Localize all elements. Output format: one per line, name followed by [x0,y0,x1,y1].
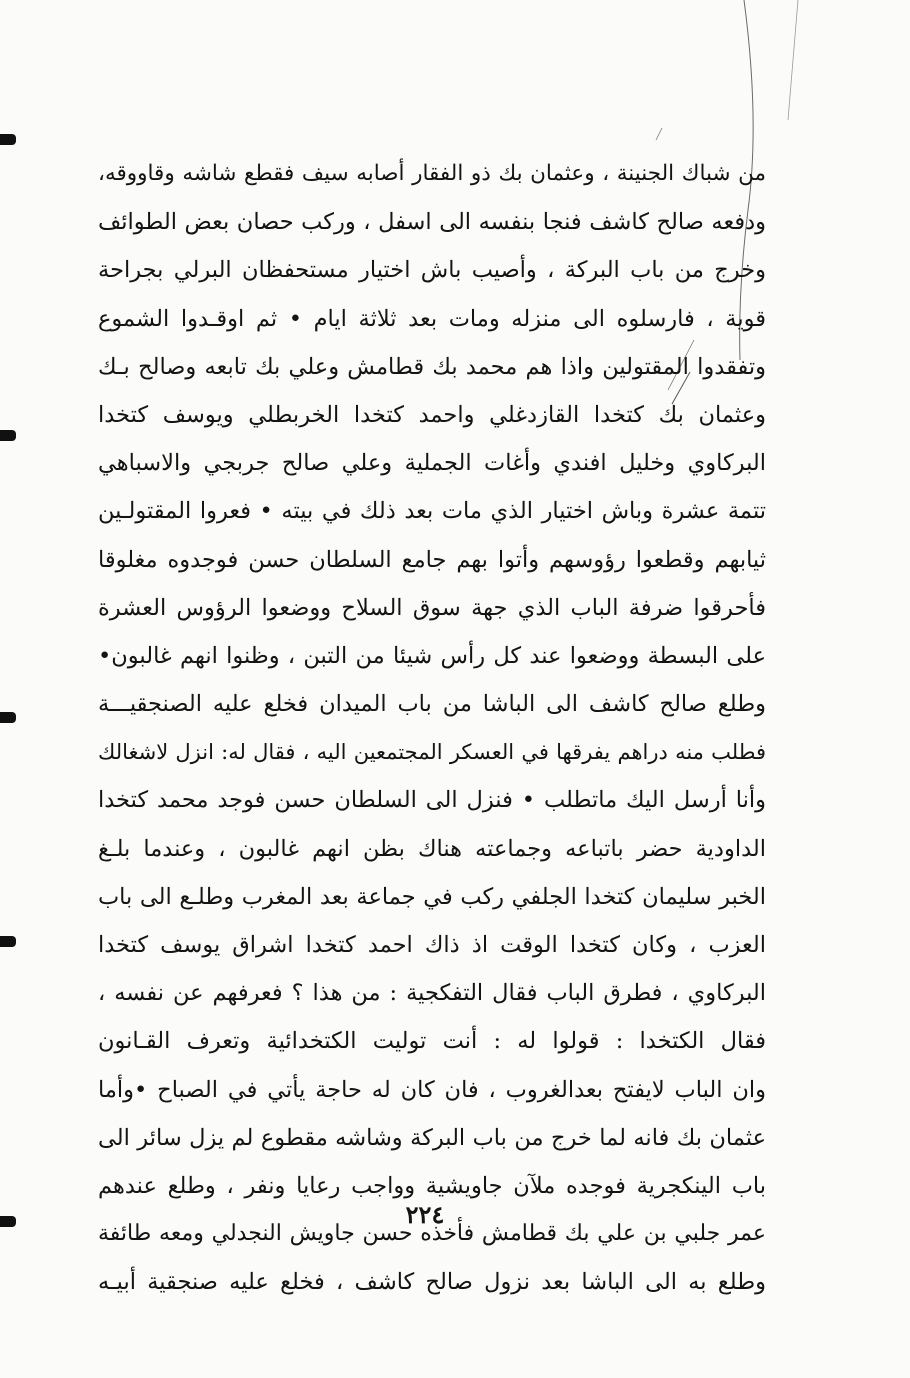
text-line: عمر جلبي بن علي بك قطامش فأخذه حسن جاويش النجدلي ومعه طائفة [98,1221,766,1247]
text-line: فأحرقوا ضرفة الباب الذي جهة سوق السلاح ووضعوا الرؤوس العشرة [98,594,766,621]
text-line: وعثمان بك كتخدا القازدغلي واحمد كتخدا الخربطلي ويوسف كتخدا [98,401,766,428]
text-line: فقال الكتخدا : قولوا له : أنت توليت الكتخدائية وتعرف القـانون [98,1028,766,1055]
text-line: باب الينكجرية فوجده ملآن جاويشية وواجب رعايا ونفر ، وطلع عندهم [98,1172,766,1199]
binding-hole-mark [0,134,16,145]
text-line: تتمة عشرة وباش اختيار الذي مات بعد ذلك في بيته • فعروا المقتولـين [98,498,766,525]
text-line: الخبر سليمان كتخدا الجلفي ركب في جماعة بعد المغرب وطلـع الى باب [98,883,766,910]
text-line: وان الباب لايفتح بعدالغروب ، فان كان له حاجة يأتي في الصباح •وأما [98,1076,766,1103]
binding-hole-mark [0,936,16,947]
text-line: وخرج من باب البركة ، وأصيب باش اختيار مستحفظان البرلي بجراحة [98,257,766,284]
text-line: فطلب منه دراهم يفرقها في العسكر المجتمعين اليه ، فقال له: انزل لاشغالك [98,740,766,765]
text-line: عثمان بك فانه لما خرج من باب البركة وشاشه مقطوع لم يزل سائر الى [98,1124,766,1151]
page-number: ٢٢٤ [405,1200,445,1229]
text-line: وطلع صالح كاشف الى الباشا من باب الميدان فخلع عليه الصنجقيـــة [98,691,766,718]
text-line: وطلع به الى الباشا بعد نزول صالح كاشف ، فخلع عليه صنجقية أبيـه [98,1269,766,1296]
text-line: الداودية حضر باتباعه وجماعته هناك بظن انهم غالبون ، وعندما بلـغ [98,835,766,862]
text-line: العزب ، وكان كتخدا الوقت اذ ذاك احمد كتخدا اشراق يوسف كتخدا [98,932,766,958]
text-line: من شباك الجنينة ، وعثمان بك ذو الفقار أصابه سيف فقطع شاشه وقاووقه، [98,161,766,186]
text-line: وتفقدوا المقتولين واذا هم محمد بك قطامش وعلي بك تابعه وصالح بـك [98,353,766,380]
binding-hole-mark [0,1216,16,1227]
text-line: البركاوي وخليل افندي وأغات الجملية وعلي صالح جربجي والاسباهي [98,450,766,477]
text-line: قوية ، فارسلوه الى منزله ومات بعد ثلاثة ايام • ثم اوقـدوا الشموع [98,305,766,332]
text-line: البركاوي ، فطرق الباب فقال التفكجية : من هذا ؟ فعرفهم عن نفسه ، [98,980,766,1007]
binding-hole-mark [0,712,16,723]
binding-hole-mark [0,430,16,441]
text-line: على البسطة ووضعوا عند كل رأس شيئا من التبن ، وظنوا انهم غالبون• [98,642,766,669]
text-line: ثيابهم وقطعوا رؤوسهم وأتوا بهم جامع السلطان حسن فوجدوه مغلوقا [98,546,766,573]
text-line: ودفعه صالح كاشف فنجا بنفسه الى اسفل ، وركب حصان بعض الطوائف [98,209,766,236]
text-line: وأنا أرسل اليك ماتطلب • فنزل الى السلطان حسن فوجد محمد كتخدا [98,787,766,814]
body-text [98,150,766,1307]
